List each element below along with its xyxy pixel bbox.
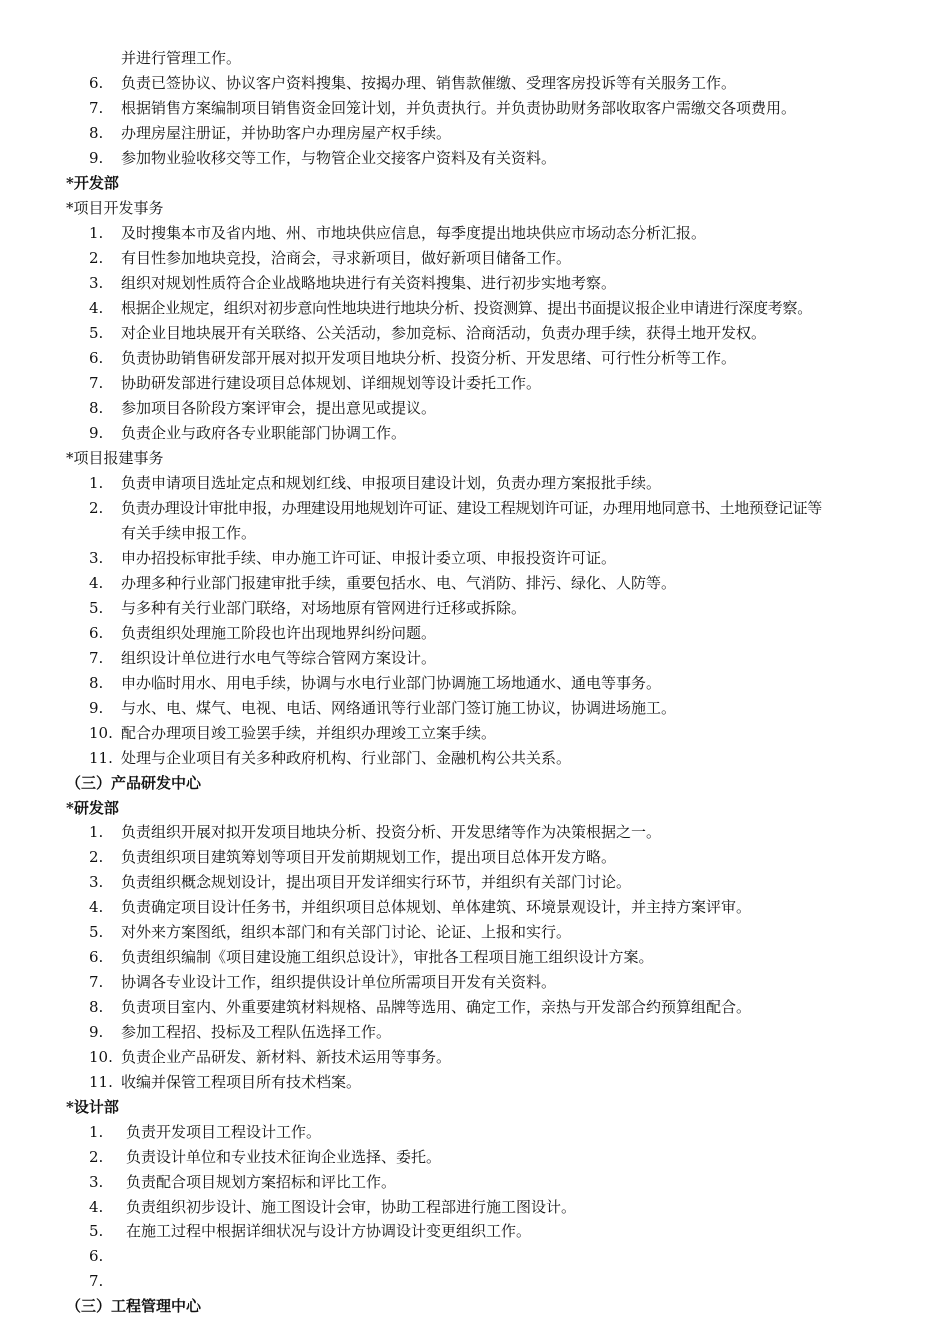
list-number: 7. <box>89 374 104 392</box>
list-number: 8. <box>89 674 104 692</box>
list-number: 7. <box>89 973 104 991</box>
list-item <box>0 348 950 368</box>
list-number: 6. <box>89 624 104 642</box>
list-text: 负责配合项目规划方案招标和评比工作。 <box>126 1173 397 1191</box>
list-text: 参加项目各阶段方案评审会，提出意见或提议。 <box>121 399 437 417</box>
list-item <box>0 1047 950 1067</box>
list-number: 5. <box>89 599 104 617</box>
dept-heading-design: *设计部 <box>66 1098 119 1116</box>
list-text: 与多种有关行业部门联络，对场地原有管网进行迁移或拆除。 <box>121 599 527 617</box>
list-number: 3. <box>89 873 104 891</box>
list-text: 负责组织处理施工阶段也许出现地界纠纷问题。 <box>121 624 437 642</box>
list-number: 4. <box>89 299 104 317</box>
list-text: 收编并保管工程项目所有技术档案。 <box>121 1073 362 1091</box>
list-number: 1. <box>89 1123 104 1141</box>
list-number: 3. <box>89 274 104 292</box>
list-text: 负责组织编制《项目建设施工组织总设计》，审批各工程项目施工组织设计方案。 <box>121 948 654 966</box>
list-number: 4. <box>89 1198 104 1216</box>
list-item <box>0 897 950 917</box>
list-item <box>0 723 950 743</box>
list-text: 负责设计单位和专业技术征询企业选择、委托。 <box>126 1148 442 1166</box>
list-number: 2. <box>89 249 104 267</box>
list-item <box>0 1271 950 1291</box>
list-item <box>0 248 950 268</box>
list-number: 4. <box>89 574 104 592</box>
list-text: 负责办理设计审批申报，办理建设用地规划许可证、建设工程规划许可证，办理用地同意书、土地预登记证等 <box>121 499 822 517</box>
list-text: 及时搜集本市及省内地、州、市地块供应信息，每季度提出地块供应市场动态分析汇报。 <box>121 224 707 242</box>
list-number: 9. <box>89 699 104 717</box>
list-item <box>0 847 950 867</box>
list-number: 2. <box>89 848 104 866</box>
list-number: 10. <box>89 724 113 742</box>
dept-heading-dev: *开发部 <box>66 174 119 192</box>
list-text: 负责已签协议、协议客户资料搜集、按揭办理、销售款催缴、受理客房投诉等有关服务工作。 <box>121 74 737 92</box>
list-text: 配合办理项目竣工验罢手续，并组织办理竣工立案手续。 <box>121 724 497 742</box>
list-number: 11. <box>89 1073 113 1091</box>
list-number: 9. <box>89 149 104 167</box>
list-item <box>0 947 950 967</box>
list-item <box>0 573 950 593</box>
list-number: 3. <box>89 549 104 567</box>
dept-heading-rd: *研发部 <box>66 799 119 817</box>
list-number: 5. <box>89 923 104 941</box>
list-item <box>0 1197 950 1217</box>
list-item <box>0 548 950 568</box>
list-text: 对外来方案图纸，组织本部门和有关部门讨论、论证、上报和实行。 <box>121 923 572 941</box>
list-number: 1. <box>89 474 104 492</box>
subsection-project-dev: *项目开发事务 <box>66 199 164 217</box>
list-number: 7. <box>89 649 104 667</box>
list-number: 9. <box>89 424 104 442</box>
list-number: 6. <box>89 349 104 367</box>
continuation-text: 并进行管理工作。 <box>121 49 242 67</box>
list-text: 与水、电、煤气、电视、电话、网络通讯等行业部门签订施工协议，协调进场施工。 <box>121 699 677 717</box>
list-text: 参加工程招、投标及工程队伍选择工作。 <box>121 1023 392 1041</box>
list-number: 6. <box>89 74 104 92</box>
list-text: 负责组织项目建筑筹划等项目开发前期规划工作，提出项目总体开发方略。 <box>121 848 617 866</box>
list-number: 2. <box>89 1148 104 1166</box>
list-item <box>0 1022 950 1042</box>
list-item <box>0 398 950 418</box>
list-item <box>0 1072 950 1092</box>
list-item <box>0 698 950 718</box>
list-item <box>0 972 950 992</box>
list-item <box>0 273 950 293</box>
list-text: 有目性参加地块竞投，洽商会，寻求新项目，做好新项目储备工作。 <box>121 249 572 267</box>
list-text: 组织对规划性质符合企业战略地块进行有关资料搜集、进行初步实地考察。 <box>121 274 617 292</box>
list-item <box>0 223 950 243</box>
list-item <box>0 922 950 942</box>
list-text: 负责企业产品研发、新材料、新技术运用等事务。 <box>121 1048 452 1066</box>
list-text: 在施工过程中根据详细状况与设计方协调设计变更组织工作。 <box>126 1222 532 1240</box>
list-item <box>0 822 950 842</box>
list-text: 协助研发部进行建设项目总体规划、详细规划等设计委托工作。 <box>121 374 542 392</box>
list-item <box>0 648 950 668</box>
list-item <box>0 373 950 393</box>
list-item <box>0 148 950 168</box>
list-text: 负责申请项目选址定点和规划红线、申报项目建设计划，负责办理方案报批手续。 <box>121 474 662 492</box>
list-text: 负责项目室内、外重要建筑材料规格、品牌等选用、确定工作，亲热与开发部合约预算组配合。 <box>121 998 752 1016</box>
list-item <box>0 872 950 892</box>
list-number: 7. <box>89 99 104 117</box>
list-item <box>0 623 950 643</box>
list-item <box>0 123 950 143</box>
list-number: 6. <box>89 1247 104 1265</box>
list-item <box>0 1147 950 1167</box>
list-text-continuation: 有关手续申报工作。 <box>121 524 257 542</box>
list-number: 3. <box>89 1173 104 1191</box>
list-text: 办理房屋注册证，并协助客户办理房屋产权手续。 <box>121 124 452 142</box>
list-number: 4. <box>89 898 104 916</box>
list-item <box>0 997 950 1017</box>
list-text: 办理多种行业部门报建审批手续，重要包括水、电、气消防、排污、绿化、人防等。 <box>121 574 677 592</box>
list-text: 负责确定项目设计任务书，并组织项目总体规划、单体建筑、环境景观设计，并主持方案评审。 <box>121 898 752 916</box>
list-item <box>0 323 950 343</box>
list-text: 负责组织概念规划设计，提出项目开发详细实行环节，并组织有关部门讨论。 <box>121 873 632 891</box>
list-number: 10. <box>89 1048 113 1066</box>
list-text: 申办招投标审批手续、申办施工许可证、申报计委立项、申报投资许可证。 <box>121 549 617 567</box>
list-number: 1. <box>89 823 104 841</box>
subsection-project-permit: *项目报建事务 <box>66 449 164 467</box>
list-number: 5. <box>89 324 104 342</box>
list-number: 11. <box>89 749 113 767</box>
list-item <box>0 1122 950 1142</box>
list-number: 1. <box>89 224 104 242</box>
list-item <box>0 298 950 318</box>
list-text: 负责协助销售研发部开展对拟开发项目地块分析、投资分析、开发思绪、可行性分析等工作。 <box>121 349 737 367</box>
list-item <box>0 98 950 118</box>
list-number: 8. <box>89 998 104 1016</box>
list-text: 组织设计单位进行水电气等综合管网方案设计。 <box>121 649 437 667</box>
list-text: 负责企业与政府各专业职能部门协调工作。 <box>121 424 407 442</box>
list-number: 8. <box>89 399 104 417</box>
list-item <box>0 673 950 693</box>
list-text: 负责组织开展对拟开发项目地块分析、投资分析、开发思绪等作为决策根据之一。 <box>121 823 662 841</box>
list-item <box>0 498 950 518</box>
list-text: 对企业目地块展开有关联络、公关活动，参加竞标、洽商活动，负责办理手续，获得土地开发权。 <box>121 324 767 342</box>
list-number: 8. <box>89 124 104 142</box>
list-number: 6. <box>89 948 104 966</box>
list-number: 5. <box>89 1222 104 1240</box>
list-text: 根据企业规定，组织对初步意向性地块进行地块分析、投资测算、提出书面提议报企业申请进行深度考察。 <box>121 299 812 317</box>
list-item <box>0 1246 950 1266</box>
list-item <box>0 473 950 493</box>
section-heading-rd-center: （三）产品研发中心 <box>66 774 202 792</box>
list-item <box>0 423 950 443</box>
list-item <box>0 1221 950 1241</box>
list-text: 参加物业验收移交等工作，与物管企业交接客户资料及有关资料。 <box>121 149 557 167</box>
list-number: 7. <box>89 1272 104 1290</box>
list-number: 9. <box>89 1023 104 1041</box>
list-text: 处理与企业项目有关多种政府机构、行业部门、金融机构公共关系。 <box>121 749 572 767</box>
list-item <box>0 1172 950 1192</box>
list-text: 申办临时用水、用电手续，协调与水电行业部门协调施工场地通水、通电等事务。 <box>121 674 662 692</box>
list-item <box>0 598 950 618</box>
section-heading-eng-center: （三）工程管理中心 <box>66 1297 202 1315</box>
list-text: 协调各专业设计工作，组织提供设计单位所需项目开发有关资料。 <box>121 973 557 991</box>
list-item <box>0 73 950 93</box>
list-text: 负责开发项目工程设计工作。 <box>126 1123 322 1141</box>
list-number: 2. <box>89 499 104 517</box>
list-text: 根据销售方案编制项目销售资金回笼计划，并负责执行。并负责协助财务部收取客户需缴交各项费用。 <box>121 99 797 117</box>
list-item <box>0 748 950 768</box>
list-text: 负责组织初步设计、施工图设计会审，协助工程部进行施工图设计。 <box>126 1198 577 1216</box>
